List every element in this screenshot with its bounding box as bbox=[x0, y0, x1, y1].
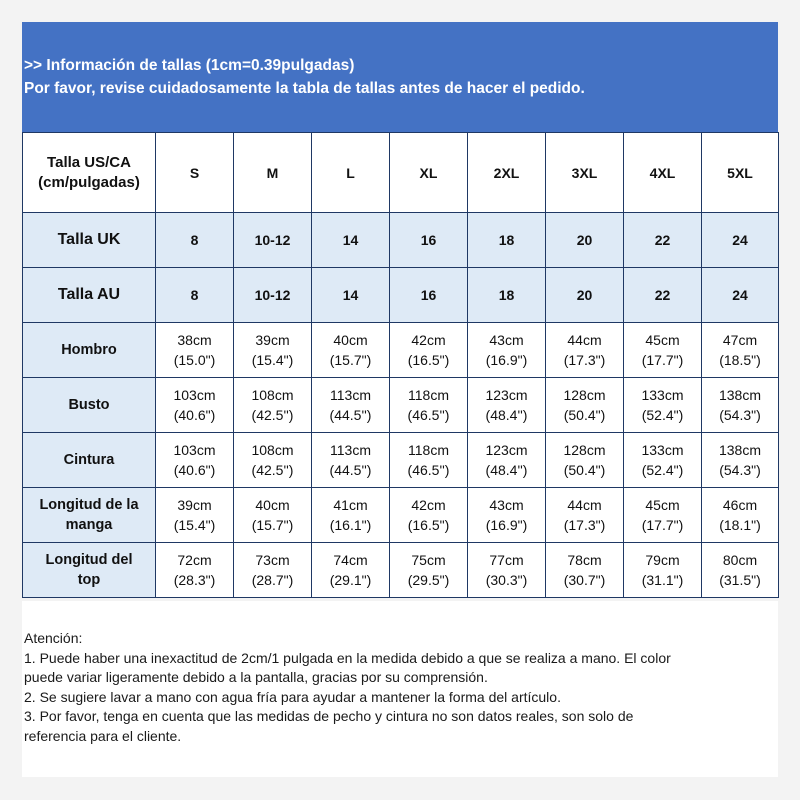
size-header-5xl: 5XL bbox=[702, 133, 779, 213]
table-cell: 16 bbox=[390, 213, 468, 268]
table-cell: 8 bbox=[156, 268, 234, 323]
table-cell: 18 bbox=[468, 268, 546, 323]
row-label-length: Longitud del top bbox=[23, 543, 156, 598]
size-header-3xl: 3XL bbox=[546, 133, 624, 213]
table-cell: 10-12 bbox=[234, 213, 312, 268]
table-cell: 108cm (42.5'') bbox=[234, 378, 312, 433]
table-cell: 72cm (28.3") bbox=[156, 543, 234, 598]
table-cell: 14 bbox=[312, 213, 390, 268]
table-cell: 24 bbox=[702, 213, 779, 268]
table-cell: 24 bbox=[702, 268, 779, 323]
table-cell: 22 bbox=[624, 268, 702, 323]
table-cell: 133cm (52.4") bbox=[624, 378, 702, 433]
row-label-sleeve: Longitud de la manga bbox=[23, 488, 156, 543]
size-header-m: M bbox=[234, 133, 312, 213]
size-header-xl: XL bbox=[390, 133, 468, 213]
table-cell: 39cm (15.4") bbox=[234, 323, 312, 378]
table-cell: 38cm (15.0") bbox=[156, 323, 234, 378]
table-cell: 108cm (42.5'') bbox=[234, 433, 312, 488]
table-cell: 40cm (15.7") bbox=[312, 323, 390, 378]
table-cell: 73cm (28.7") bbox=[234, 543, 312, 598]
size-header-l: L bbox=[312, 133, 390, 213]
table-cell: 113cm (44.5'') bbox=[312, 378, 390, 433]
table-cell: 18 bbox=[468, 213, 546, 268]
table-row-uk bbox=[23, 213, 779, 268]
notes-line: 2. Se sugiere lavar a mano con agua fría para ayudar a mantener la forma del artículo. bbox=[24, 688, 561, 705]
table-cell: 138cm (54.3") bbox=[702, 378, 779, 433]
header-instruction: Por favor, revise cuidadosamente la tabla de tallas antes de hacer el pedido. bbox=[24, 80, 585, 97]
table-cell: 118cm (46.5'') bbox=[390, 378, 468, 433]
table-cell: 45cm (17.7") bbox=[624, 323, 702, 378]
table-row-length bbox=[23, 543, 779, 598]
table-cell: 79cm (31.1") bbox=[624, 543, 702, 598]
table-cell: 39cm (15.4") bbox=[156, 488, 234, 543]
table-cell: 22 bbox=[624, 213, 702, 268]
table-cell: 42cm (16.5") bbox=[390, 488, 468, 543]
notes-line: 3. Por favor, tenga en cuenta que las medidas de pecho y cintura no son datos reales, son solo de bbox=[24, 708, 634, 724]
table-row-bust bbox=[23, 378, 779, 433]
notes-line: 1. Puede haber una inexactitud de 2cm/1 pulgada en la medida debido a que se realiza a mano. El color bbox=[24, 649, 671, 666]
table-cell: 74cm (29.1") bbox=[312, 543, 390, 598]
table-row-au bbox=[23, 268, 779, 323]
table-cell: 123cm (48.4'') bbox=[468, 378, 546, 433]
table-cell: 43cm (16.9") bbox=[468, 323, 546, 378]
row-label-bust: Busto bbox=[23, 378, 156, 433]
table-cell: 77cm (30.3") bbox=[468, 543, 546, 598]
table-header-row bbox=[23, 133, 779, 213]
table-cell: 118cm (46.5'') bbox=[390, 433, 468, 488]
table-cell: 128cm (50.4") bbox=[546, 378, 624, 433]
table-cell: 78cm (30.7") bbox=[546, 543, 624, 598]
size-header-s: S bbox=[156, 133, 234, 213]
header-title: >> Información de tallas (1cm=0.39pulgadas) bbox=[24, 57, 355, 74]
table-cell: 42cm (16.5") bbox=[390, 323, 468, 378]
table-cell: 45cm (17.7") bbox=[624, 488, 702, 543]
table-cell: 40cm (15.7") bbox=[234, 488, 312, 543]
table-row-shoulder bbox=[23, 323, 779, 378]
size-header-2xl: 2XL bbox=[468, 133, 546, 213]
row-label-uk: Talla UK bbox=[23, 213, 156, 268]
table-cell: 44cm (17.3") bbox=[546, 323, 624, 378]
table-cell: 20 bbox=[546, 213, 624, 268]
header-banner bbox=[22, 22, 778, 132]
table-cell: 20 bbox=[546, 268, 624, 323]
row-label-shoulder: Hombro bbox=[23, 323, 156, 378]
table-cell: 138cm (54.3") bbox=[702, 433, 779, 488]
row-label-waist: Cintura bbox=[23, 433, 156, 488]
header-label-line1: Talla US/CA bbox=[47, 153, 131, 171]
notes-panel bbox=[22, 601, 778, 777]
notes-line: puede variar ligeramente debido a la pantalla, gracias por su comprensión. bbox=[24, 669, 488, 685]
table-cell: 16 bbox=[390, 268, 468, 323]
table-cell: 44cm (17.3") bbox=[546, 488, 624, 543]
size-chart-table bbox=[22, 132, 779, 598]
table-cell: 47cm (18.5") bbox=[702, 323, 779, 378]
table-cell: 43cm (16.9") bbox=[468, 488, 546, 543]
table-row-waist bbox=[23, 433, 779, 488]
table-cell: 8 bbox=[156, 213, 234, 268]
table-cell: 113cm (44.5'') bbox=[312, 433, 390, 488]
table-row-sleeve bbox=[23, 488, 779, 543]
notes-title: Atención: bbox=[24, 630, 83, 646]
table-cell: 80cm (31.5") bbox=[702, 543, 779, 598]
table-cell: 128cm (50.4") bbox=[546, 433, 624, 488]
table-cell: 123cm (48.4'') bbox=[468, 433, 546, 488]
table-cell: 103cm (40.6") bbox=[156, 433, 234, 488]
table-cell: 133cm (52.4") bbox=[624, 433, 702, 488]
table-cell: 103cm (40.6") bbox=[156, 378, 234, 433]
size-header-4xl: 4XL bbox=[624, 133, 702, 213]
table-cell: 10-12 bbox=[234, 268, 312, 323]
header-label-cell bbox=[23, 133, 156, 213]
notes-line: referencia para el cliente. bbox=[24, 727, 182, 744]
table-cell: 41cm (16.1") bbox=[312, 488, 390, 543]
header-label-line2: (cm/pulgadas) bbox=[38, 173, 140, 191]
table-cell: 75cm (29.5") bbox=[390, 543, 468, 598]
table-cell: 46cm (18.1") bbox=[702, 488, 779, 543]
row-label-au: Talla AU bbox=[23, 268, 156, 323]
table-cell: 14 bbox=[312, 268, 390, 323]
